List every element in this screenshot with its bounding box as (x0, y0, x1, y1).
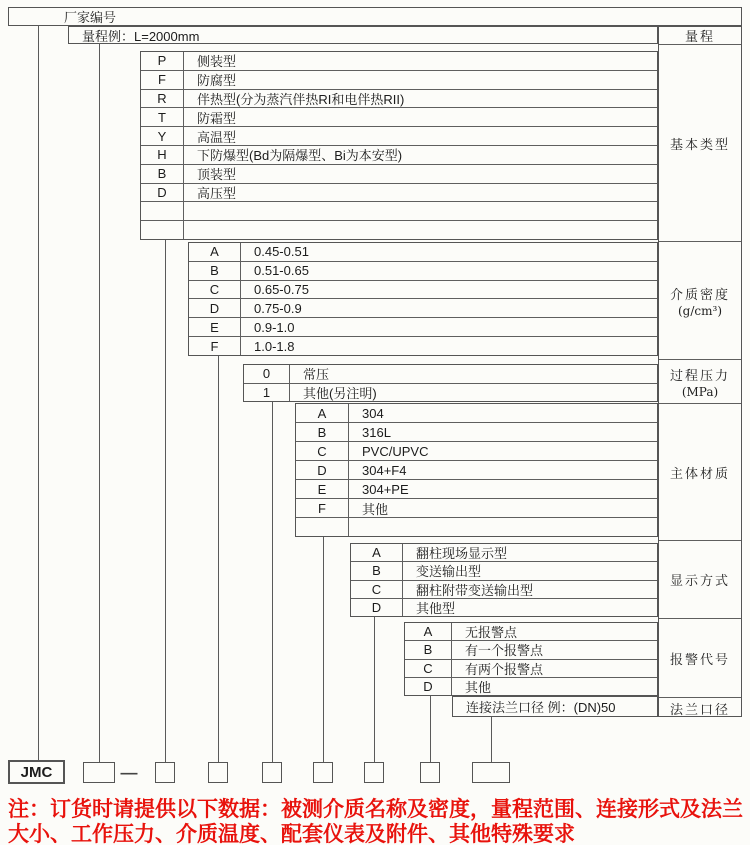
code-cell: F (189, 337, 241, 355)
body-material-table (295, 403, 658, 537)
label-text: 主体材质 (669, 466, 730, 482)
label-text: 报警代号 (669, 652, 730, 668)
code-row (296, 460, 657, 479)
label-medium-density (659, 241, 741, 359)
process-pressure-table (243, 364, 658, 402)
code-row (351, 580, 657, 598)
code-row (141, 183, 657, 202)
code-cell: D (189, 299, 241, 317)
code-row (189, 280, 657, 299)
ordering-note-line2: 大小、工作压力、介质温度、配套仪表及附件、其他特殊要求 (8, 823, 575, 845)
desc-cell: 高温型 (197, 129, 237, 145)
code-row (189, 243, 657, 261)
ordering-note (8, 797, 748, 845)
model-code-box-range (83, 762, 115, 783)
desc-cell: 下防爆型(Bd为隔爆型、Bi为本安型) (197, 148, 403, 164)
desc-cell: 有两个报警点 (465, 661, 544, 677)
desc-cell: 其他 (362, 501, 389, 517)
label-unit: (g/cm³) (678, 303, 722, 318)
alarm-code-table (404, 622, 658, 696)
label-text: 法兰口径 (669, 702, 730, 718)
code-cell: B (296, 423, 349, 441)
code-cell: A (189, 243, 241, 261)
code-row (141, 201, 657, 220)
label-process-pressure (659, 359, 741, 403)
range-example-label: 量程例：L=2000mm (82, 28, 200, 44)
desc-cell: 1.0-1.8 (254, 338, 295, 354)
code-row (296, 404, 657, 422)
code-row (189, 261, 657, 280)
desc-cell: PVC/UPVC (362, 443, 429, 459)
code-cell (141, 202, 184, 220)
code-cell: F (296, 499, 349, 517)
code-row (296, 479, 657, 498)
medium-density-table (188, 242, 658, 356)
desc-cell (349, 518, 657, 536)
code-row (296, 441, 657, 460)
connector-line (430, 696, 431, 762)
code-cell: D (296, 461, 349, 479)
model-code-box-display (364, 762, 384, 783)
desc-cell: 常压 (303, 367, 330, 383)
connector-line (323, 537, 324, 762)
code-row (141, 145, 657, 164)
code-row (244, 383, 657, 402)
display-mode-table (350, 543, 658, 617)
code-row (141, 89, 657, 108)
model-code-box-basic-type (155, 762, 175, 783)
code-cell (141, 221, 184, 239)
connector-line (38, 25, 39, 760)
code-cell (296, 518, 349, 536)
code-row (296, 517, 657, 536)
code-cell: E (189, 318, 241, 336)
flange-size-table (452, 696, 658, 717)
desc-cell: 连接法兰口径 例：(DN)50 (466, 700, 616, 715)
code-row (189, 317, 657, 336)
code-row (405, 677, 657, 695)
code-row (141, 52, 657, 70)
label-basic-type (659, 44, 741, 241)
model-code-box-flange (472, 762, 510, 783)
code-cell: A (351, 544, 403, 561)
code-row (405, 623, 657, 640)
code-cell: D (351, 599, 403, 616)
connector-line (374, 617, 375, 762)
desc-cell: 伴热型(分为蒸汽伴热RI和电伴热RII) (197, 92, 405, 107)
desc-cell (184, 202, 657, 220)
desc-cell: 有一个报警点 (465, 643, 544, 659)
basic-type-table (140, 51, 658, 240)
factory-number-row (8, 7, 742, 26)
code-row (453, 697, 657, 716)
code-cell: B (405, 641, 452, 658)
connector-line (272, 402, 273, 762)
model-code-box-alarm (420, 762, 440, 783)
code-row (351, 544, 657, 561)
desc-cell: 304+PE (362, 481, 409, 497)
code-cell: A (296, 404, 349, 422)
label-alarm-code (659, 618, 741, 697)
desc-cell: 其他(另注明) (303, 385, 377, 401)
code-cell: C (189, 281, 241, 299)
desc-cell: 翻柱现场显示型 (416, 546, 508, 562)
connector-line (165, 240, 166, 762)
desc-cell: 防腐型 (197, 73, 237, 89)
code-cell: R (141, 90, 184, 108)
code-cell: B (189, 262, 241, 280)
code-cell: D (405, 678, 452, 695)
code-row (141, 164, 657, 183)
code-cell: Y (141, 127, 184, 145)
code-row (141, 107, 657, 126)
desc-cell (184, 221, 657, 239)
code-row (141, 126, 657, 145)
code-cell: F (141, 71, 184, 89)
category-label-column (658, 26, 742, 717)
code-cell: A (405, 623, 452, 640)
code-row (296, 422, 657, 441)
code-row (189, 298, 657, 317)
desc-cell: 304+F4 (362, 462, 407, 478)
label-display-mode (659, 540, 741, 618)
label-unit: (MPa) (681, 384, 719, 399)
code-cell: C (296, 442, 349, 460)
model-code-box-density (208, 762, 228, 783)
model-prefix-box (8, 760, 65, 784)
ordering-note-line1: 注：订货时请提供以下数据：被测介质名称及密度，量程范围、连接形式及法兰 (8, 798, 743, 821)
label-text: 过程压力 (669, 368, 730, 384)
code-cell: B (351, 562, 403, 579)
desc-cell: 顶装型 (197, 167, 237, 183)
desc-cell: 其他型 (416, 600, 456, 616)
model-code-box-material (313, 762, 333, 783)
code-row (351, 561, 657, 579)
desc-cell: 0.75-0.9 (254, 300, 302, 316)
desc-cell: 防霜型 (197, 110, 237, 126)
model-prefix-label: JMC (20, 763, 53, 781)
connector-line (218, 356, 219, 762)
code-row (141, 220, 657, 239)
code-cell: E (296, 480, 349, 498)
desc-cell: 其他 (465, 679, 492, 695)
code-cell: D (141, 184, 184, 202)
code-cell: T (141, 108, 184, 126)
label-range (659, 27, 741, 44)
label-text: 介质密度 (669, 287, 730, 303)
desc-cell: 0.45-0.51 (254, 244, 309, 260)
code-cell: 1 (244, 384, 290, 402)
code-row (296, 498, 657, 517)
code-cell: H (141, 146, 184, 164)
model-separator: — (120, 762, 138, 782)
range-example-row (68, 26, 658, 44)
desc-cell: 变送输出型 (416, 564, 482, 580)
desc-cell: 0.9-1.0 (254, 319, 295, 335)
code-cell: C (405, 660, 452, 677)
desc-cell: 304 (362, 405, 384, 421)
code-cell: 0 (244, 365, 290, 383)
label-text: 显示方式 (669, 574, 730, 589)
desc-cell: 翻柱附带变送输出型 (416, 582, 534, 598)
desc-cell: 无报警点 (465, 625, 518, 641)
desc-cell: 高压型 (197, 185, 237, 201)
code-row (189, 336, 657, 355)
code-row (244, 365, 657, 383)
factory-number-label: 厂家编号 (64, 10, 117, 25)
label-text: 量程 (684, 30, 715, 45)
desc-cell: 0.65-0.75 (254, 282, 309, 298)
label-body-material (659, 403, 741, 540)
desc-cell: 0.51-0.65 (254, 263, 309, 279)
model-code-box-pressure (262, 762, 282, 783)
label-text: 基本类型 (669, 137, 730, 153)
label-flange-size (659, 697, 741, 718)
code-row (141, 70, 657, 89)
connector-line (99, 43, 100, 762)
code-cell: B (141, 165, 184, 183)
code-row (351, 598, 657, 616)
code-row (405, 659, 657, 677)
code-cell: C (351, 581, 403, 598)
code-cell: P (141, 52, 184, 70)
desc-cell: 316L (362, 424, 391, 440)
code-row (405, 640, 657, 658)
connector-line (491, 717, 492, 762)
desc-cell: 侧装型 (197, 54, 237, 70)
